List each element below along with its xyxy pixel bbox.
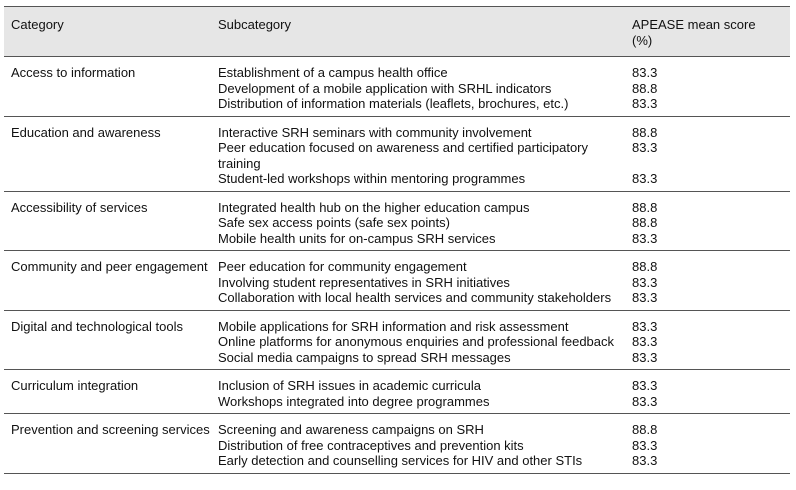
subcategory-cell: Interactive SRH seminars with community involvement [218, 124, 532, 140]
category-cell: Prevention and screening services [11, 422, 210, 437]
score-cell: 83.3 [632, 140, 658, 155]
table-group [4, 117, 790, 192]
score-cell: 83.3 [632, 453, 658, 468]
header-category: Category [11, 17, 64, 32]
table-group [4, 192, 790, 252]
table-group [4, 414, 790, 474]
score-cell: 83.3 [632, 96, 658, 111]
subcategory-cell: Online platforms for anonymous enquiries and professional feedback [218, 334, 615, 349]
table-row [4, 231, 790, 247]
header-subcategory: Subcategory [218, 17, 291, 32]
subcategory-cell: Distribution of information materials (leaflets, brochures, etc.) [218, 96, 569, 111]
subcategory-cell: Peer education for community engagement [218, 259, 467, 274]
category-cell: Digital and technological tools [11, 318, 183, 334]
score-cell: 83.3 [632, 274, 658, 290]
score-cell: 83.3 [632, 171, 658, 186]
subcategory-cell: Collaboration with local health services and community stakeholders [218, 290, 612, 305]
table-row [4, 171, 790, 187]
subcategory-cell: Social media campaigns to spread SRH messages [218, 349, 511, 365]
subcategory-cell: Development of a mobile application with SRHL indicators [218, 80, 552, 96]
apease-table [4, 6, 790, 474]
category-cell: Curriculum integration [11, 378, 139, 393]
subcategory-cell: Safe sex access points (safe sex points) [218, 215, 450, 230]
subcategory-cell: Early detection and counselling services for HIV and other STIs [218, 453, 583, 468]
table-row [4, 334, 790, 350]
table-row [4, 215, 790, 231]
subcategory-cell: Inclusion of SRH issues in academic curricula [218, 378, 481, 393]
score-cell: 83.3 [632, 378, 658, 393]
score-cell: 88.8 [632, 199, 658, 215]
category-cell: Education and awareness [11, 124, 161, 140]
table-row [4, 394, 790, 410]
score-cell: 88.8 [632, 80, 658, 96]
subcategory-cell: Mobile health units for on-campus SRH services [218, 230, 496, 246]
subcategory-cell: Distribution of free contraceptives and prevention kits [218, 437, 524, 453]
subcategory-cell: Screening and awareness campaigns on SRH [218, 422, 484, 437]
score-cell: 88.8 [632, 124, 658, 140]
score-cell: 83.3 [632, 393, 658, 409]
subcategory-cell: Peer education focused on awareness and certified participatory training [218, 140, 588, 171]
score-cell: 83.3 [632, 437, 658, 453]
category-cell: Access to information [11, 65, 136, 80]
score-cell: 88.8 [632, 422, 658, 437]
subcategory-cell: Integrated health hub on the higher education campus [218, 199, 530, 215]
score-cell: 83.3 [632, 334, 658, 349]
score-cell: 83.3 [632, 290, 658, 305]
table-row [4, 438, 790, 454]
table-row [4, 81, 790, 97]
score-cell: 88.8 [632, 259, 658, 274]
subcategory-cell: Involving student representatives in SRH initiatives [218, 274, 510, 290]
table-row [4, 275, 790, 291]
score-cell: 88.8 [632, 215, 658, 230]
table-row [4, 453, 790, 469]
subcategory-cell: Mobile applications for SRH information and risk assessment [218, 318, 569, 334]
header-score: APEASE mean score (%) [632, 17, 756, 48]
table-row [4, 350, 790, 366]
table-group [4, 57, 790, 117]
table-header [4, 6, 790, 57]
table-row [4, 140, 790, 171]
table-row [4, 96, 790, 112]
category-cell: Accessibility of services [11, 199, 148, 215]
table-group [4, 311, 790, 371]
score-cell: 83.3 [632, 230, 658, 246]
score-cell: 83.3 [632, 318, 658, 334]
category-cell: Community and peer engagement [11, 259, 208, 274]
subcategory-cell: Workshops integrated into degree programmes [218, 393, 490, 409]
subcategory-cell: Establishment of a campus health office [218, 65, 448, 80]
subcategory-cell: Student-led workshops within mentoring programmes [218, 171, 526, 186]
table-body [4, 57, 790, 474]
score-cell: 83.3 [632, 349, 658, 365]
table-group [4, 251, 790, 311]
table-row [4, 290, 790, 306]
table-group [4, 370, 790, 414]
score-cell: 83.3 [632, 65, 658, 80]
